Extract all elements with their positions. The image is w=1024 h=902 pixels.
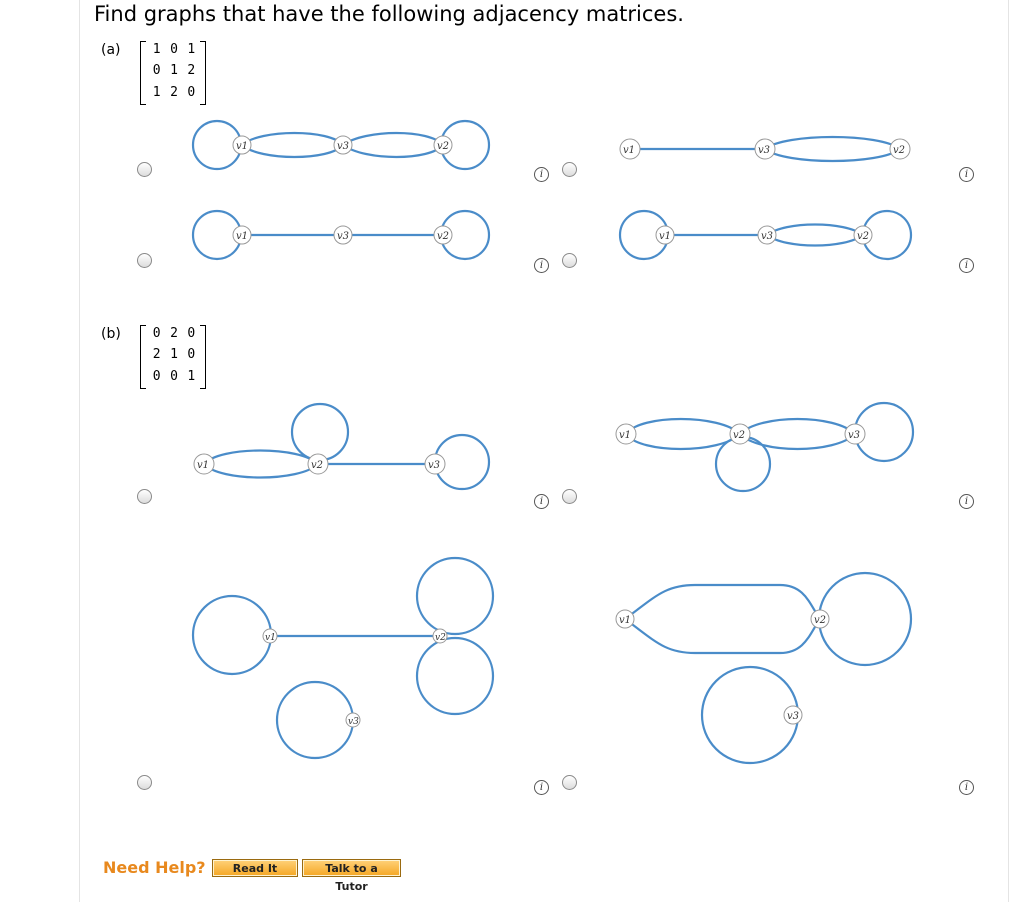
vertex-label: v2 (857, 231, 870, 242)
vertex-label: v1 (236, 231, 249, 242)
vertex-label: v2 (311, 460, 324, 471)
matrix-cell: 0 (152, 326, 161, 341)
matrix-cell: 1 (187, 42, 196, 57)
option-radio-a4[interactable] (562, 253, 577, 268)
matrix-row (148, 85, 200, 100)
graph-a3 (190, 205, 500, 270)
option-radio-b3[interactable] (137, 775, 152, 790)
matrix-bracket-left (140, 325, 146, 389)
multi-edge (204, 451, 318, 478)
loop-edge (292, 404, 348, 460)
matrix-row (148, 326, 200, 341)
graph-b3 (190, 550, 500, 765)
multi-edge (343, 133, 443, 157)
info-icon[interactable]: i (959, 780, 974, 795)
matrix-row (148, 369, 200, 384)
multi-edge (767, 225, 863, 246)
info-icon[interactable]: i (534, 780, 549, 795)
vertex-label: v1 (659, 231, 672, 242)
vertex-label: v1 (619, 430, 632, 441)
graph-b4 (605, 565, 925, 770)
matrix-cell: 2 (170, 85, 178, 100)
vertex-label: v1 (619, 615, 632, 626)
vertex-label: v1 (623, 145, 636, 156)
read-it-button[interactable]: Read It (212, 859, 298, 877)
matrix-cell: 0 (170, 369, 178, 384)
multi-edge (625, 585, 820, 653)
matrix-cell: 0 (187, 326, 196, 341)
talk-to-tutor-button[interactable]: Talk to a Tutor (302, 859, 401, 877)
multi-edge (242, 133, 343, 157)
option-radio-a2[interactable] (562, 162, 577, 177)
matrix-b (140, 325, 206, 389)
loop-edge (417, 638, 493, 714)
vertex-label: v1 (197, 460, 210, 471)
part-b-label: (b) (101, 326, 121, 342)
multi-edge (765, 137, 900, 161)
need-help-label: Need Help? (103, 858, 206, 877)
multi-edge (740, 419, 855, 449)
option-radio-b1[interactable] (137, 489, 152, 504)
matrix-bracket-right (200, 41, 206, 105)
matrix-a (140, 41, 206, 105)
vertex-label: v2 (437, 231, 450, 242)
loop-edge (417, 558, 493, 634)
info-icon[interactable]: i (534, 494, 549, 509)
info-icon[interactable]: i (959, 494, 974, 509)
matrix-cell: 1 (170, 63, 178, 78)
matrix-cell: 0 (187, 85, 196, 100)
matrix-bracket-left (140, 41, 146, 105)
vertex-label: v3 (337, 141, 350, 152)
matrix-cell: 1 (152, 85, 161, 100)
vertex-label: v2 (893, 145, 906, 156)
graph-a2 (610, 115, 930, 180)
vertex-label: v1 (236, 141, 249, 152)
option-radio-a1[interactable] (137, 162, 152, 177)
option-radio-a3[interactable] (137, 253, 152, 268)
matrix-cell: 1 (170, 347, 178, 362)
vertex-label: v2 (814, 615, 827, 626)
matrix-cell: 0 (187, 347, 196, 362)
option-radio-b2[interactable] (562, 489, 577, 504)
vertex-label: v3 (758, 145, 771, 156)
loop-edge (193, 596, 271, 674)
matrix-cell: 1 (187, 369, 196, 384)
vertex-label: v3 (337, 231, 350, 242)
matrix-cell: 0 (170, 42, 178, 57)
vertex-label: v3 (787, 711, 800, 722)
vertex-label: v1 (265, 633, 276, 643)
graph-a4 (615, 205, 925, 270)
vertex-label: v2 (437, 141, 450, 152)
info-icon[interactable]: i (534, 258, 549, 273)
loop-edge (277, 682, 353, 758)
vertex-label: v2 (435, 633, 446, 643)
info-icon[interactable]: i (959, 258, 974, 273)
vertex-label: v3 (761, 231, 774, 242)
graph-b2 (610, 398, 925, 496)
matrix-row (148, 347, 200, 362)
matrix-bracket-right (200, 325, 206, 389)
matrix-cell: 0 (152, 369, 161, 384)
matrix-cell: 0 (152, 63, 161, 78)
matrix-row (148, 42, 200, 57)
part-a-label: (a) (101, 42, 121, 58)
question-text: Find graphs that have the following adjacency matrices. (94, 2, 684, 26)
info-icon[interactable]: i (534, 167, 549, 182)
matrix-cell: 2 (152, 347, 161, 362)
option-radio-b4[interactable] (562, 775, 577, 790)
vertex-label: v3 (348, 717, 359, 727)
matrix-cell: 2 (170, 326, 178, 341)
matrix-cell: 2 (187, 63, 196, 78)
loop-edge (819, 573, 911, 665)
graph-b1 (190, 400, 500, 495)
matrix-row (148, 63, 200, 78)
vertex-label: v3 (428, 460, 441, 471)
loop-edge (716, 437, 770, 491)
vertex-label: v3 (848, 430, 861, 441)
graph-a1 (190, 115, 500, 180)
info-icon[interactable]: i (959, 167, 974, 182)
matrix-cell: 1 (152, 42, 161, 57)
vertex-label: v2 (733, 430, 746, 441)
